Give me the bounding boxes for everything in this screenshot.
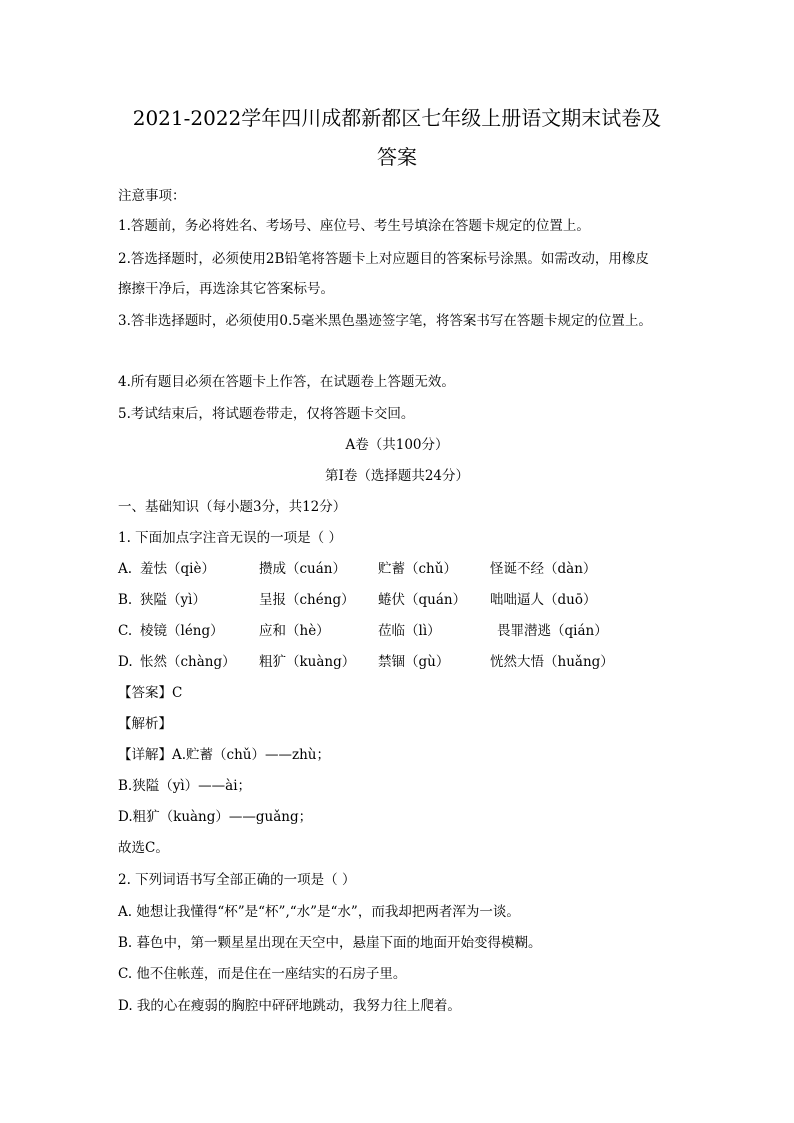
option-word: 棱镜（léng） (140, 623, 224, 639)
option-word: 莅临（lì） (378, 623, 441, 639)
question-2-option-a: A. 她想让我懂得“杯”是“杯”,“水”是“水”，而我却把两者浑为一谈。 (118, 904, 520, 920)
option-word: 恍然大悟（huǎng） (490, 654, 614, 670)
option-word: 羞怯（qiè） (140, 561, 215, 577)
document-title-line-1: 2021-2022学年四川成都新都区七年级上册语文期末试卷及 (132, 106, 662, 130)
note-item: 擦擦干净后，再选涂其它答案标号。 (118, 281, 334, 297)
note-item: 1.答题前，务必将姓名、考场号、座位号、考生号填涂在答题卡规定的位置上。 (118, 218, 590, 234)
document-title-line-2: 答案 (377, 145, 417, 169)
question-2-stem: 2. 下列词语书写全部正确的一项是（ ） (118, 872, 356, 888)
option-label: B. (118, 592, 133, 608)
question-2-option-b: B. 暮色中，第一颗星星出现在天空中，悬崖下面的地面开始变得模糊。 (118, 935, 542, 951)
option-word: 咄咄逼人（duō） (490, 592, 597, 608)
analysis-heading: 【解析】 (118, 716, 172, 732)
option-word: 怅然（chàng） (140, 654, 236, 670)
note-item: 4.所有题目必须在答题卡上作答，在试题卷上答题无效。 (118, 374, 455, 390)
basic-knowledge-heading: 一、基础知识（每小题3分，共12分） (118, 499, 347, 515)
section-heading: A卷（共100分） (345, 437, 449, 453)
option-word: 蜷伏（quán） (378, 592, 467, 608)
option-word: 呈报（chéng） (259, 592, 355, 608)
question-2-option-c: C. 他不住帐莲，而是住在一座结实的石房子里。 (118, 966, 407, 982)
note-item: 3.答非选择题时，必须使用0.5毫米黑色墨迹签字笔，将答案书写在答题卡规定的位置上。 (118, 313, 652, 329)
notes-heading: 注意事项： (118, 188, 186, 204)
option-word: 应和（hè） (259, 623, 330, 639)
detail-line: B.狭隘（yì）——ài； (118, 778, 252, 794)
option-word: 粗犷（kuàng） (259, 654, 356, 670)
option-word: 狭隘（yì） (140, 592, 206, 608)
answer: 【答案】C (118, 685, 183, 701)
option-label: C. (118, 623, 133, 639)
option-label: D. (118, 654, 133, 670)
detail-line: D.粗犷（kuàng）——guǎng； (118, 809, 313, 825)
option-label: A. (118, 561, 133, 577)
option-word: 怪诞不经（dàn） (490, 561, 597, 577)
option-word: 贮蓄（chǔ） (378, 561, 457, 577)
question-1-stem: 1. 下面加点字注音无误的一项是（ ） (118, 530, 342, 546)
detail-line: 【详解】A.贮蓄（chǔ）——zhù； (118, 747, 330, 763)
part-heading: 第Ⅰ卷（选择题共24分） (324, 468, 469, 484)
option-word: 畏罪潜逃（qián） (497, 623, 608, 639)
detail-line: 故选C。 (118, 840, 169, 856)
note-item: 5.考试结束后，将试题卷带走，仅将答题卡交回。 (118, 406, 415, 422)
question-2-option-d: D. 我的心在瘦弱的胸腔中砰砰地跳动，我努力往上爬着。 (118, 998, 461, 1014)
note-item: 2.答选择题时，必须使用2B铅笔将答题卡上对应题目的答案标号涂黑。如需改动，用橡皮 (118, 251, 649, 267)
option-word: 禁锢（gù） (378, 654, 450, 670)
option-word: 攒成（cuán） (259, 561, 346, 577)
